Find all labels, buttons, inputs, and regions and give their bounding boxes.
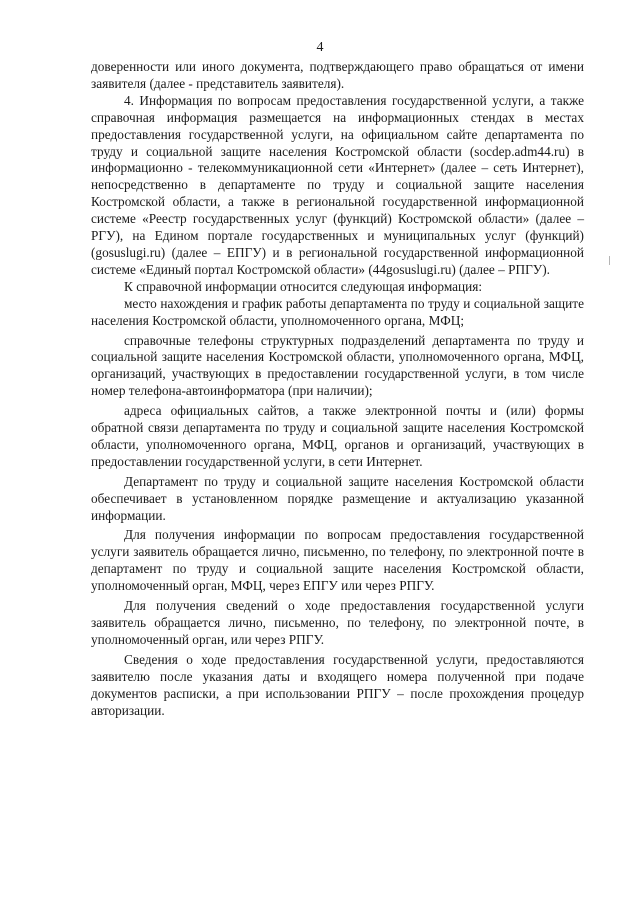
scan-margin-mark	[609, 256, 610, 265]
paragraph-progress-info: Для получения сведений о ходе предоставления государственной услуги заявитель обращается лично, письменно, по телефону, по электронной почте, в уполномоченный орган, или через РПГУ.	[91, 598, 584, 647]
paragraph-department-ensures: Департамент по труду и социальной защите населения Костромской области обеспечивает в установленном порядке размещение и актуализацию указанной информации.	[91, 473, 584, 523]
document-body	[91, 59, 584, 719]
paragraph-progress-details: Сведения о ходе предоставления государственной услуги, предоставляются заявителю после указания даты и входящего номера полученной при подаче документов расписки, а при использовании РПГУ – после прохождения процедур авторизации.	[91, 651, 584, 718]
page-number: 4	[316, 40, 324, 55]
paragraph-obtaining-info: Для получения информации по вопросам предоставления государственной услуги заявитель обращается лично, письменно, по телефону, по электронной почте в департамент по труду и социальной защите населения Костромской области, уполномоченный орган, МФЦ, через ЕПГУ или через РПГУ.	[91, 527, 584, 594]
paragraph-websites: адреса официальных сайтов, а также электронной почты и (или) формы обратной связи департамента по труду и социальной защите населения Костромской области, уполномоченного органа, МФЦ, органов и организаций, участвующих в предоставлении государственной услуги, в сети Интернет.	[91, 403, 584, 469]
paragraph-item-4: 4. Информация по вопросам предоставления государственной услуги, а также справочная информация размещается на информационных стендах в местах предоставления государственной услуги, на официальном сайте департамента по труду и социальной защите населения Костромской области (socdep.adm44.ru) в информационно - телекоммуникационной сети «Интернет» (далее – сеть Интернет), непосредственно в департаменте по труду и социальной защите населения Костромской области, а также в региональной государственной информационной системе «Реестр государственных услуг (функций) Костромской области» (далее – РГУ), на Едином портале государственных и муниципальных услуг (функций) (gosuslugi.ru) (далее – ЕПГУ) и в региональной государственной информационной системе «Единый портал Костромской области» (44gosuslugi.ru) (далее – РПГУ).	[91, 92, 584, 277]
paragraph-phones: справочные телефоны структурных подразделений департамента по труду и социальной защите населения Костромской области, уполномоченного органа, МФЦ, организаций, участвующих в предоставлении государственной услуги, в том числе номер телефона-автоинформатора (при наличии);	[91, 332, 584, 399]
paragraph-continuation: доверенности или иного документа, подтверждающего право обращаться от имени заявителя (далее - представитель заявителя).	[91, 59, 584, 91]
paragraph-location-schedule: место нахождения и график работы департамента по труду и социальной защите населения Костромской области, уполномоченного органа, МФЦ;	[91, 295, 584, 328]
paragraph-reference-info-intro: К справочной информации относится следующая информация:	[124, 278, 483, 294]
